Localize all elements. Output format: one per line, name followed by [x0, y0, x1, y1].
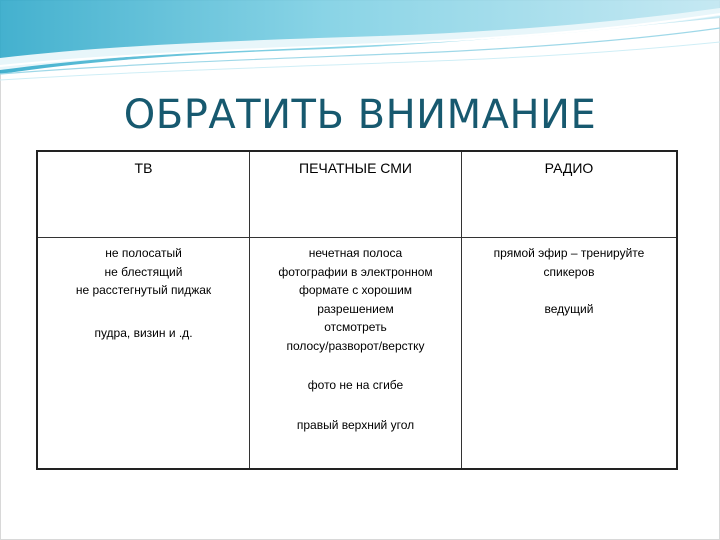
radio-extra: ведущий	[544, 302, 594, 316]
radio-cell	[462, 244, 676, 281]
tv-extra: пудра, визин и .д.	[94, 326, 193, 340]
print-line: формате с хорошим	[298, 283, 413, 298]
print-line: нечетная полоса	[308, 246, 403, 260]
print-line: полосу/разворот/верстку	[286, 338, 425, 353]
print-cell	[250, 244, 461, 356]
tv-line: не полосатый	[105, 246, 182, 260]
column-header-print: ПЕЧАТНЫЕ СМИ	[299, 160, 412, 176]
print-extra-fold: фото не на сгибе	[307, 378, 404, 392]
tv-cell	[38, 244, 249, 300]
tv-line: не расстегнутый пиджак	[75, 283, 212, 298]
print-extra-corner: правый верхний угол	[296, 418, 415, 432]
tv-line: не блестящий	[104, 264, 183, 279]
print-line: разрешением	[317, 301, 394, 316]
radio-line: прямой эфир – тренируйте	[493, 246, 645, 260]
comparison-table	[36, 150, 678, 470]
print-line: отсмотреть	[324, 320, 387, 335]
print-line: фотографии в электронном	[278, 264, 433, 279]
slide-title: ОБРАТИТЬ ВНИМАНИЕ	[123, 92, 597, 138]
column-header-tv: ТВ	[134, 160, 153, 176]
header-wave-decoration	[0, 0, 720, 82]
header-row-divider	[38, 237, 676, 238]
column-header-radio: РАДИО	[544, 160, 594, 176]
radio-line: спикеров	[543, 264, 595, 279]
